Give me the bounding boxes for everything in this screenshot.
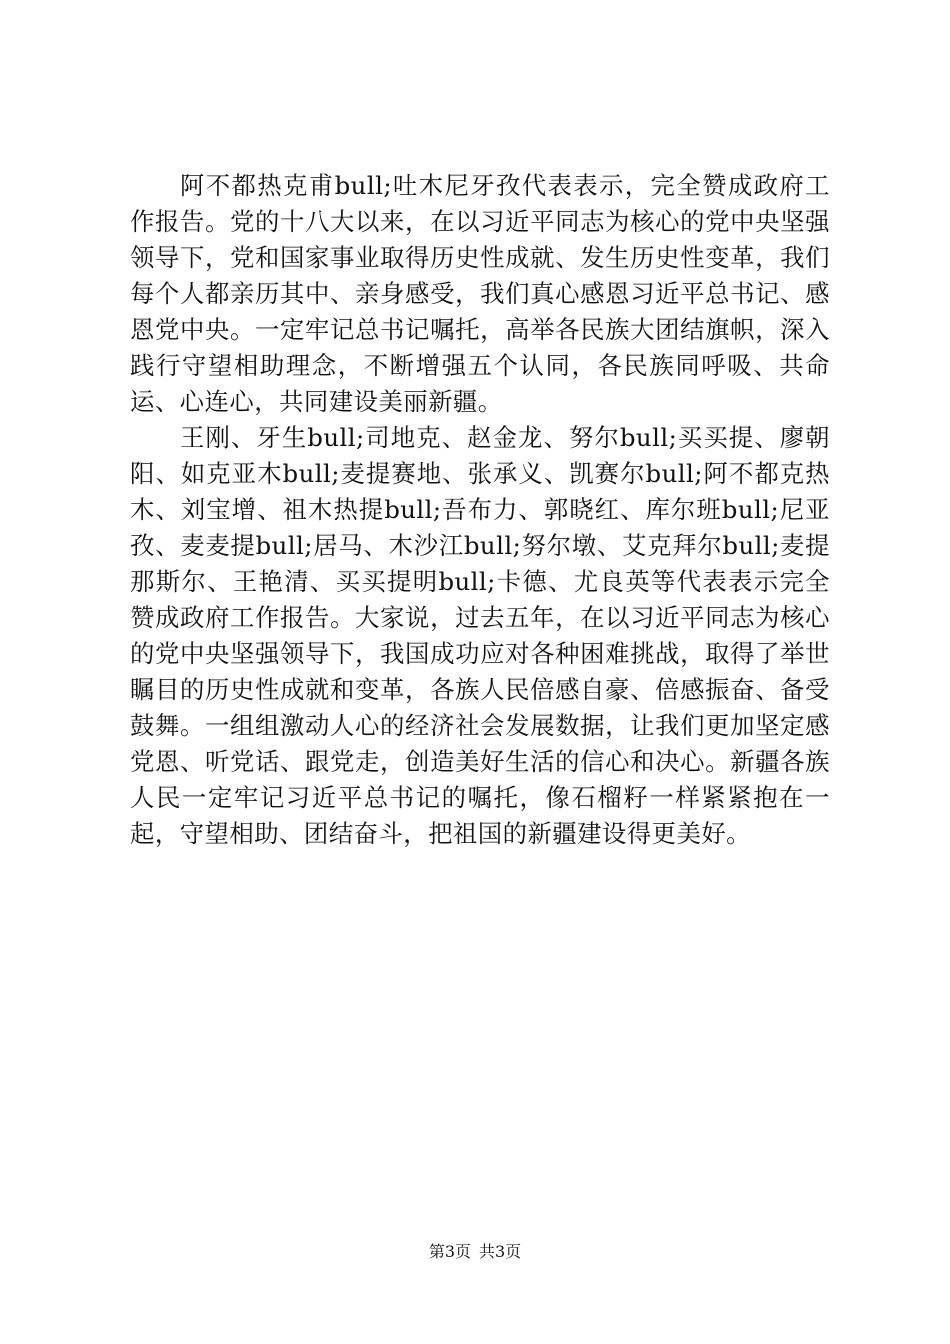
paragraph-1: 阿不都热克甫bull;吐木尼牙孜代表表示，完全赞成政府工作报告。党的十八大以来，在以习近平同志为核心的党中央坚强领导下，党和国家事业取得历史性成就、发生历史性变革，我们每个人都亲历其中、亲身感受，我们真心感恩习近平总书记、感恩党中央。一定牢记总书记嘱托，高举各民族大团结旗帜，深入践行守望相助理念，不断增强五个认同，各民族同呼吸、共命运、心连心，共同建设美丽新疆。 xyxy=(130,171,830,416)
paragraph-2: 王刚、牙生bull;司地克、赵金龙、努尔bull;买买提、廖朝阳、如克亚木bull;麦提赛地、张承义、凯赛尔bull;阿不都克热木、刘宝增、祖木热提bull;吾布力、郭晓红、库尔班bull;尼亚孜、麦麦提bull;居马、木沙江bull;努尔墩、艾克拜尔bull;麦提那斯尔、王艳清、买买提明bull;卡德、尤良英等代表表示完全赞成政府工作报告。大家说，过去五年，在以习近平同志为核心的党中央坚强领导下，我国成功应对各种困难挑战，取得了举世瞩目的历史性成就和变革，各族人民倍感自豪、倍感振奋、备受鼓舞。一组组激动人心的经济社会发展数据，让我们更加坚定感党恩、听党话、跟党走，创造美好生活的信心和决心。新疆各族人民一定牢记习近平总书记的嘱托，像石榴籽一样紧紧抱在一起，守望相助、团结奋斗，把祖国的新疆建设得更美好。 xyxy=(130,423,830,848)
page-total: 共3页 xyxy=(479,1242,522,1261)
page-number: 第3页 xyxy=(428,1242,471,1261)
page-footer xyxy=(0,1240,950,1264)
document-body xyxy=(130,168,830,852)
